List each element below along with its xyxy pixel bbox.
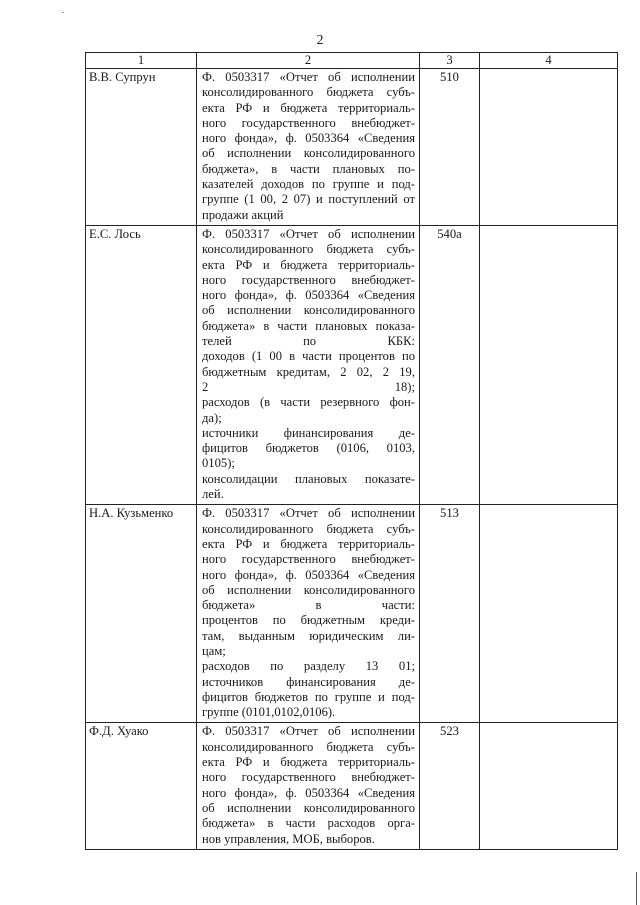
scan-margin-mark bbox=[636, 872, 637, 905]
table-row bbox=[86, 225, 618, 504]
description-line: доходов (1 00 в части процентов по bbox=[202, 349, 415, 364]
header-row bbox=[86, 53, 618, 69]
description-line: ного государственного внебюджет- bbox=[202, 115, 415, 130]
description-line: екта РФ и бюджета территориаль- bbox=[202, 755, 415, 770]
table-row bbox=[86, 505, 618, 723]
description-line: расходов по разделу 13 01; bbox=[202, 659, 415, 674]
executor-name: Н.А. Кузьменко bbox=[86, 505, 197, 723]
description-line: бюджета» в части расходов орга- bbox=[202, 816, 415, 831]
description-line: группе (1 00, 2 07) и поступлений от bbox=[202, 192, 415, 207]
description-line: консолидированного бюджета субъ- bbox=[202, 85, 415, 100]
responsibility-table bbox=[85, 52, 618, 850]
column-header-3: 3 bbox=[420, 53, 480, 69]
column-header-4: 4 bbox=[480, 53, 618, 69]
form-description bbox=[197, 723, 420, 849]
form-description bbox=[197, 225, 420, 504]
description-line: об исполнении консолидированного bbox=[202, 303, 415, 318]
description-line: источников финансирования де- bbox=[202, 674, 415, 689]
description-line: об исполнении консолидированного bbox=[202, 146, 415, 161]
form-description bbox=[197, 69, 420, 226]
executor-name: Ф.Д. Хуако bbox=[86, 723, 197, 849]
description-line: ного государственного внебюджет- bbox=[202, 272, 415, 287]
description-line: процентов по бюджетным креди- bbox=[202, 613, 415, 628]
notes-cell bbox=[480, 505, 618, 723]
description-line: нов управления, МОБ, выборов. bbox=[202, 831, 375, 846]
table-row bbox=[86, 723, 618, 849]
description-line: бюджета» в части плановых показа- bbox=[202, 318, 415, 333]
description-line: консолидированного бюджета субъ- bbox=[202, 521, 415, 536]
department-code: 523 bbox=[420, 723, 480, 849]
page-number: 2 bbox=[316, 33, 324, 48]
description-line: продажи акций bbox=[202, 207, 284, 222]
description-line: цам; bbox=[202, 643, 226, 658]
notes-cell bbox=[480, 225, 618, 504]
description-line: екта РФ и бюджета территориаль- bbox=[202, 536, 415, 551]
description-line: лей. bbox=[202, 487, 224, 502]
description-line: Ф. 0503317 «Отчет об исполнении bbox=[202, 506, 415, 521]
description-line: там, выданным юридическим ли- bbox=[202, 628, 415, 643]
description-line: да); bbox=[202, 410, 222, 425]
notes-cell bbox=[480, 723, 618, 849]
executor-name: Е.С. Лось bbox=[86, 225, 197, 504]
description-line: екта РФ и бюджета территориаль- bbox=[202, 257, 415, 272]
description-line: об исполнении консолидированного bbox=[202, 582, 415, 597]
description-line: бюджетным кредитам, 2 02, 2 19, bbox=[202, 364, 415, 379]
column-header-1: 1 bbox=[86, 53, 197, 69]
description-line: Ф. 0503317 «Отчет об исполнении bbox=[202, 70, 415, 84]
column-header-2: 2 bbox=[197, 53, 420, 69]
table-body bbox=[86, 69, 618, 850]
description-line: ного государственного внебюджет- bbox=[202, 552, 415, 567]
description-line: группе (0101,0102,0106). bbox=[202, 705, 336, 720]
description-line: консолидации плановых показате- bbox=[202, 471, 415, 486]
description-line: 0105); bbox=[202, 456, 235, 471]
scan-speck bbox=[62, 12, 64, 13]
executor-name: В.В. Супрун bbox=[86, 69, 197, 226]
notes-cell bbox=[480, 69, 618, 226]
description-line: ного государственного внебюджет- bbox=[202, 770, 415, 785]
description-line: ного фонда», ф. 0503364 «Сведения bbox=[202, 567, 415, 582]
description-line: бюджета» в части: bbox=[202, 598, 415, 613]
description-line: Ф. 0503317 «Отчет об исполнении bbox=[202, 724, 415, 739]
department-code: 513 bbox=[420, 505, 480, 723]
department-code: 510 bbox=[420, 69, 480, 226]
description-line: ного фонда», ф. 0503364 «Сведения bbox=[202, 785, 415, 800]
table-row bbox=[86, 69, 618, 226]
form-description bbox=[197, 505, 420, 723]
department-code: 540а bbox=[420, 225, 480, 504]
description-line: фицитов бюджетов (0106, 0103, bbox=[202, 441, 415, 456]
description-line: казателей доходов по группе и под- bbox=[202, 177, 415, 192]
description-line: об исполнении консолидированного bbox=[202, 800, 415, 815]
description-line: источники финансирования де- bbox=[202, 425, 415, 440]
description-line: екта РФ и бюджета территориаль- bbox=[202, 100, 415, 115]
description-line: Ф. 0503317 «Отчет об исполнении bbox=[202, 226, 415, 241]
description-line: ного фонда», ф. 0503364 «Сведения bbox=[202, 131, 415, 146]
description-line: бюджета», в части плановых по- bbox=[202, 161, 415, 176]
description-line: 2 18); bbox=[202, 379, 415, 394]
description-line: консолидированного бюджета субъ- bbox=[202, 739, 415, 754]
description-line: расходов (в части резервного фон- bbox=[202, 395, 415, 410]
description-line: ного фонда», ф. 0503364 «Сведения bbox=[202, 288, 415, 303]
description-line: фицитов бюджетов по группе и под- bbox=[202, 689, 415, 704]
description-line: телей по КБК: bbox=[202, 334, 415, 349]
description-line: консолидированного бюджета субъ- bbox=[202, 242, 415, 257]
